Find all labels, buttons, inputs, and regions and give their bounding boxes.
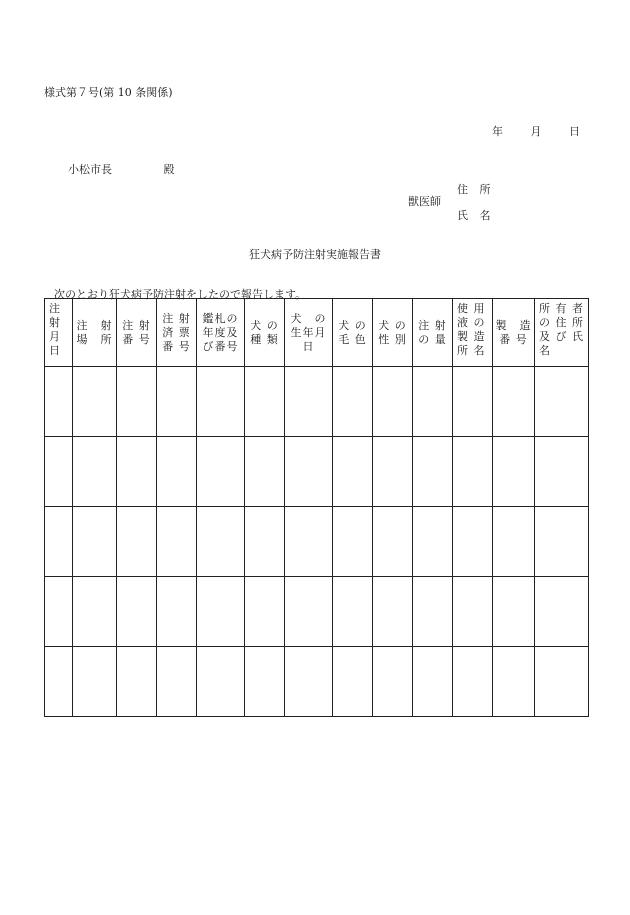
col-header-dog-birthdate: 犬 の 生年月 日 bbox=[285, 299, 333, 367]
table-cell[interactable] bbox=[73, 437, 117, 507]
document-title: 狂犬病予防注射実施報告書 bbox=[249, 248, 381, 261]
table-cell[interactable] bbox=[373, 507, 413, 577]
table-cell[interactable] bbox=[245, 437, 285, 507]
date-line bbox=[492, 123, 580, 139]
table-cell[interactable] bbox=[157, 437, 197, 507]
table-cell[interactable] bbox=[413, 647, 453, 717]
table-cell[interactable] bbox=[45, 367, 73, 437]
table-cell[interactable] bbox=[493, 437, 535, 507]
table-cell[interactable] bbox=[373, 647, 413, 717]
table-cell[interactable] bbox=[197, 577, 245, 647]
table-cell[interactable] bbox=[45, 507, 73, 577]
table-cell[interactable] bbox=[333, 577, 373, 647]
addressee-line bbox=[68, 161, 175, 177]
table-cell[interactable] bbox=[535, 437, 589, 507]
table-cell[interactable] bbox=[117, 507, 157, 577]
table-cell[interactable] bbox=[285, 507, 333, 577]
table-cell[interactable] bbox=[535, 367, 589, 437]
table-cell[interactable] bbox=[285, 437, 333, 507]
table-row bbox=[45, 577, 589, 647]
col-header-dose: 注 射 の 量 bbox=[413, 299, 453, 367]
table-cell[interactable] bbox=[333, 437, 373, 507]
table-cell[interactable] bbox=[73, 577, 117, 647]
table-cell[interactable] bbox=[157, 647, 197, 717]
table-cell[interactable] bbox=[45, 577, 73, 647]
table-cell[interactable] bbox=[157, 367, 197, 437]
table-cell[interactable] bbox=[117, 367, 157, 437]
col-header-injection-place: 注 射 場 所 bbox=[73, 299, 117, 367]
col-header-injection-date: 注 射 月 日 bbox=[45, 299, 73, 367]
form-number: 様式第７号(第 10 条関係) bbox=[44, 86, 173, 99]
table-row bbox=[45, 437, 589, 507]
table-cell[interactable] bbox=[373, 367, 413, 437]
addressee: 小松市長 bbox=[68, 163, 112, 176]
name-label: 氏 名 bbox=[457, 209, 495, 222]
date-day-label: 日 bbox=[569, 125, 580, 138]
table-cell[interactable] bbox=[117, 437, 157, 507]
table-cell[interactable] bbox=[333, 647, 373, 717]
table-cell[interactable] bbox=[197, 437, 245, 507]
table-cell[interactable] bbox=[453, 437, 493, 507]
table-cell[interactable] bbox=[493, 647, 535, 717]
table-cell[interactable] bbox=[453, 647, 493, 717]
date-month-label: 月 bbox=[530, 125, 542, 138]
table-cell[interactable] bbox=[535, 577, 589, 647]
table-row bbox=[45, 507, 589, 577]
table-cell[interactable] bbox=[157, 577, 197, 647]
table-row bbox=[45, 647, 589, 717]
table-cell[interactable] bbox=[285, 577, 333, 647]
table-cell[interactable] bbox=[413, 507, 453, 577]
table-cell[interactable] bbox=[197, 647, 245, 717]
table-cell[interactable] bbox=[117, 577, 157, 647]
table-cell[interactable] bbox=[373, 577, 413, 647]
intro-text: 次のとおり狂犬病予防注射をしたので報告します。 bbox=[54, 288, 307, 301]
table-cell[interactable] bbox=[117, 647, 157, 717]
table-cell[interactable] bbox=[285, 647, 333, 717]
veterinarian-title: 獣医師 bbox=[408, 195, 441, 208]
col-header-lot-number: 製 造 番 号 bbox=[493, 299, 535, 367]
table-cell[interactable] bbox=[493, 577, 535, 647]
table-cell[interactable] bbox=[333, 507, 373, 577]
table-cell[interactable] bbox=[453, 577, 493, 647]
col-header-owner-info: 所 有 者 の 住 所 及 び 氏 名 bbox=[535, 299, 589, 367]
table-cell[interactable] bbox=[493, 507, 535, 577]
address-label: 住 所 bbox=[457, 183, 495, 196]
table-cell[interactable] bbox=[413, 577, 453, 647]
table-cell[interactable] bbox=[535, 647, 589, 717]
table-header-row bbox=[45, 299, 589, 367]
table-cell[interactable] bbox=[245, 367, 285, 437]
table-row bbox=[45, 367, 589, 437]
table-cell[interactable] bbox=[493, 367, 535, 437]
col-header-injection-number: 注 射 番 号 bbox=[117, 299, 157, 367]
col-header-vaccine-maker: 使 用 液 の 製 造 所 名 bbox=[453, 299, 493, 367]
col-header-dog-sex: 犬 の 性 別 bbox=[373, 299, 413, 367]
table-cell[interactable] bbox=[453, 367, 493, 437]
col-header-dog-breed: 犬 の 種 類 bbox=[245, 299, 285, 367]
table-cell[interactable] bbox=[245, 577, 285, 647]
table-cell[interactable] bbox=[197, 507, 245, 577]
table-cell[interactable] bbox=[45, 437, 73, 507]
col-header-tag-number: 注 射 済 票 番 号 bbox=[157, 299, 197, 367]
table-cell[interactable] bbox=[45, 647, 73, 717]
table-cell[interactable] bbox=[245, 647, 285, 717]
table-cell[interactable] bbox=[285, 367, 333, 437]
date-year-label: 年 bbox=[492, 125, 503, 138]
table-cell[interactable] bbox=[373, 437, 413, 507]
table-cell[interactable] bbox=[197, 367, 245, 437]
report-table bbox=[44, 298, 589, 717]
table-cell[interactable] bbox=[413, 437, 453, 507]
table-cell[interactable] bbox=[73, 647, 117, 717]
table-cell[interactable] bbox=[245, 507, 285, 577]
col-header-license-number: 鑑札の 年度及 び番号 bbox=[197, 299, 245, 367]
table-cell[interactable] bbox=[73, 507, 117, 577]
table-cell[interactable] bbox=[413, 367, 453, 437]
col-header-dog-color: 犬 の 毛 色 bbox=[333, 299, 373, 367]
table-cell[interactable] bbox=[453, 507, 493, 577]
table-cell[interactable] bbox=[73, 367, 117, 437]
table-cell[interactable] bbox=[535, 507, 589, 577]
honorific: 殿 bbox=[163, 163, 175, 176]
table-cell[interactable] bbox=[157, 507, 197, 577]
table-cell[interactable] bbox=[333, 367, 373, 437]
